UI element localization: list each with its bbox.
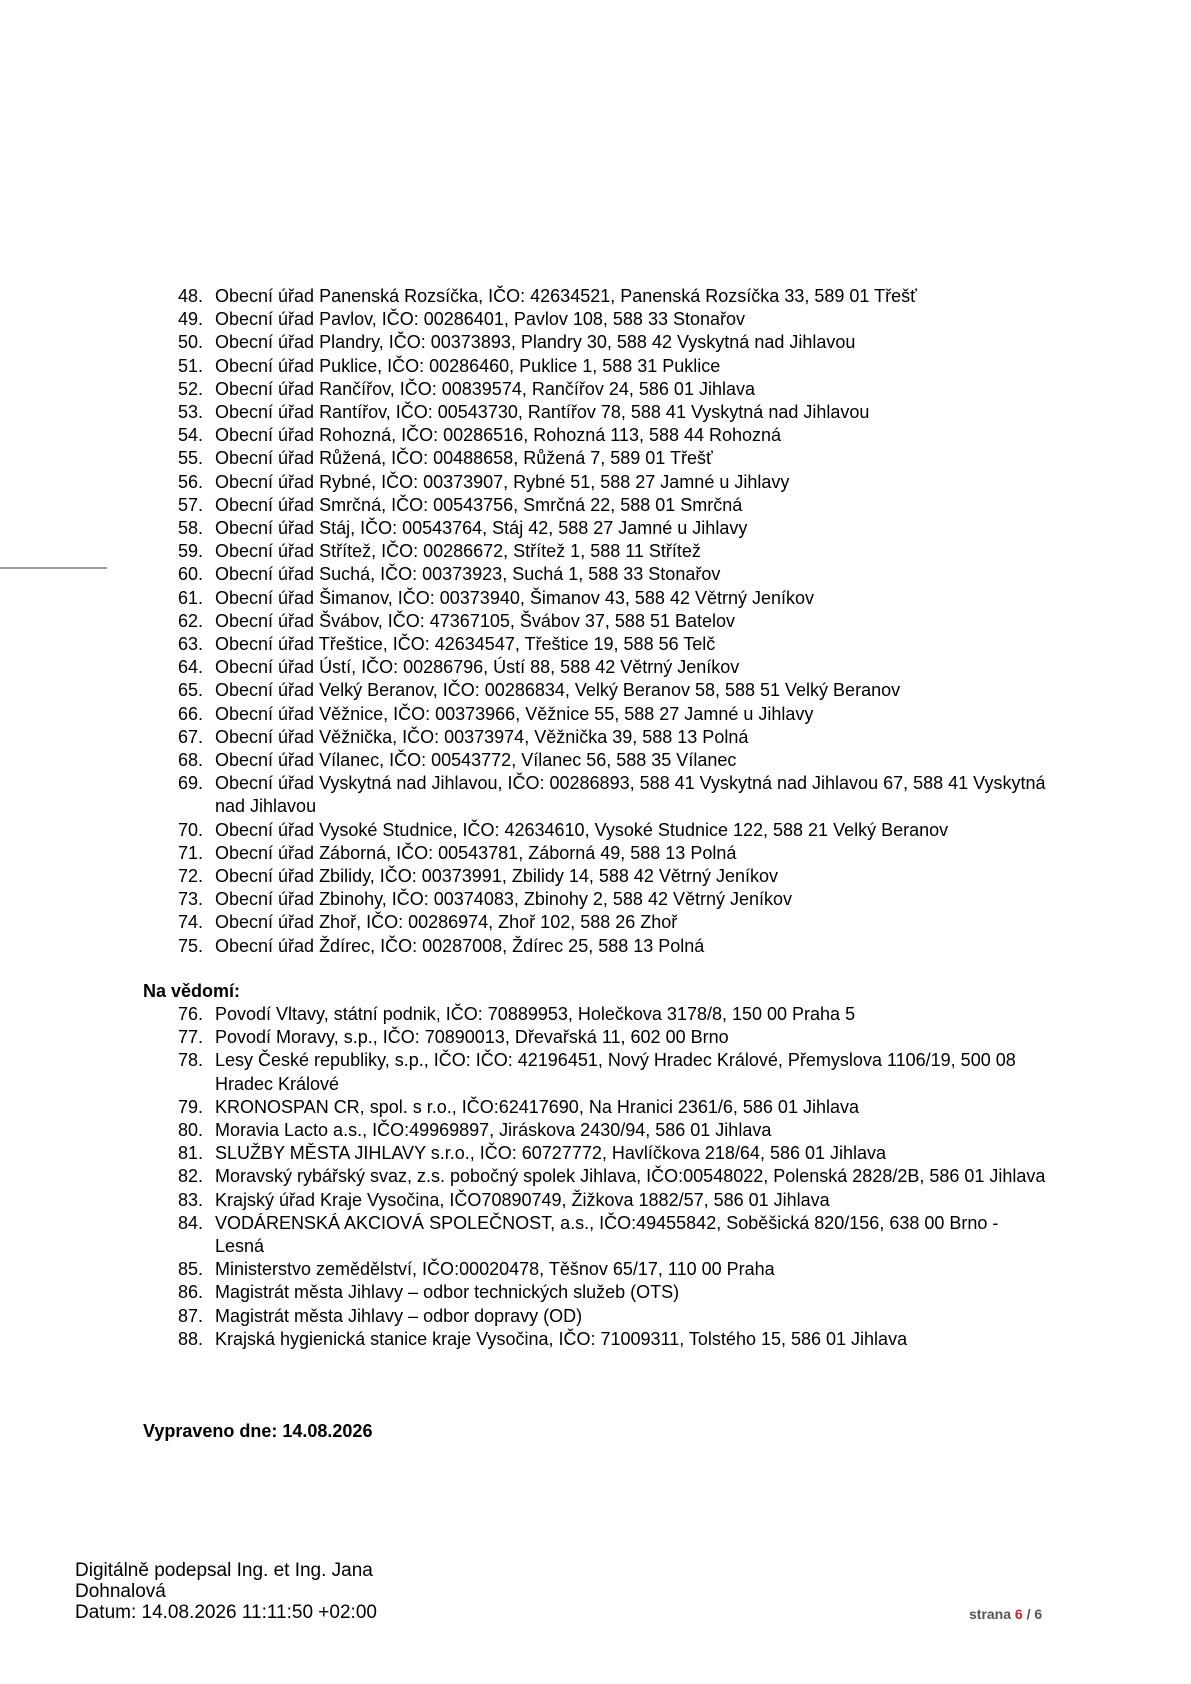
list-item <box>0 865 1047 888</box>
item-text: Lesy České republiky, s.p., IČO: IČO: 42196451, Nový Hradec Králové, Přemyslova 1106/19, 500 08 Hradec Králové <box>215 1050 1016 1094</box>
na-vedomi-heading: Na vědomí: <box>143 981 241 1001</box>
item-number: 51. <box>178 355 204 376</box>
item-text: Obecní úřad Suchá, IČO: 00373923, Suchá 1, 588 33 Stonařov <box>215 564 721 585</box>
list-item <box>0 1281 1047 1304</box>
item-number: 65. <box>178 680 204 701</box>
list-item <box>0 447 1047 470</box>
item-text: Obecní úřad Smrčná, IČO: 00543756, Smrčná 22, 588 01 Smrčná <box>215 494 743 515</box>
list-item <box>0 331 1047 354</box>
item-text: Obecní úřad Věžnička, IČO: 00373974, Věžnička 39, 588 13 Polná <box>215 726 749 747</box>
item-text: Obecní úřad Ždírec, IČO: 00287008, Ždírec 25, 588 13 Polná <box>215 935 705 956</box>
item-text: Obecní úřad Šimanov, IČO: 00373940, Šimanov 43, 588 42 Větrný Jeníkov <box>215 587 815 608</box>
item-number: 80. <box>178 1120 204 1141</box>
item-number: 48. <box>178 286 204 306</box>
list-item <box>0 471 1047 494</box>
item-number: 77. <box>178 1027 204 1048</box>
list-item <box>0 494 1047 517</box>
list-item <box>0 1142 1047 1165</box>
list-item <box>0 517 1047 540</box>
item-text: Krajská hygienická stanice kraje Vysočina, IČO: 71009311, Tolstého 15, 586 01 Jihlava <box>215 1328 908 1349</box>
item-number: 78. <box>178 1050 204 1071</box>
item-text: Obecní úřad Třeštice, IČO: 42634547, Třeštice 19, 588 56 Telč <box>215 634 716 655</box>
item-text: Obecní úřad Růžená, IČO: 00488658, Růžená 7, 589 01 Třešť <box>215 448 713 469</box>
item-number: 66. <box>178 703 204 724</box>
item-text: Obecní úřad Rantířov, IČO: 00543730, Rantířov 78, 588 41 Vyskytná nad Jihlavou <box>215 402 870 423</box>
item-number: 49. <box>178 309 204 330</box>
item-text: Obecní úřad Velký Beranov, IČO: 00286834, Velký Beranov 58, 588 51 Velký Beranov <box>215 680 901 701</box>
list-item <box>0 1258 1047 1281</box>
item-text: Obecní úřad Střítež, IČO: 00286672, Střítež 1, 588 11 Střítež <box>215 541 701 562</box>
item-number: 83. <box>178 1189 204 1210</box>
list-item <box>0 1049 1047 1095</box>
page-total: 6 <box>1034 1606 1043 1622</box>
item-number: 68. <box>178 750 204 771</box>
list-item <box>0 540 1047 563</box>
item-number: 52. <box>178 378 204 399</box>
list-item <box>0 935 1047 958</box>
list-item <box>0 355 1047 378</box>
list-item <box>0 888 1047 911</box>
item-number: 63. <box>178 634 204 655</box>
item-number: 58. <box>178 518 204 539</box>
item-number: 74. <box>178 912 204 933</box>
list-item <box>0 726 1047 749</box>
list-item <box>0 679 1047 702</box>
item-text: Obecní úřad Záborná, IČO: 00543781, Záborná 49, 588 13 Polná <box>215 842 737 863</box>
list-item <box>0 842 1047 865</box>
list-item <box>0 308 1047 331</box>
item-text: Obecní úřad Věžnice, IČO: 00373966, Věžnice 55, 588 27 Jamné u Jihlavy <box>215 703 814 724</box>
item-text: Krajský úřad Kraje Vysočina, IČO70890749, Žižkova 1882/57, 586 01 Jihlava <box>215 1189 830 1210</box>
list-item <box>0 378 1047 401</box>
item-number: 87. <box>178 1305 204 1326</box>
item-text: Obecní úřad Vyskytná nad Jihlavou, IČO: 00286893, 588 41 Vyskytná nad Jihlavou 67, 588 41 Vyskytná nad Jihlavou <box>215 773 1046 817</box>
item-number: 53. <box>178 402 204 423</box>
item-number: 84. <box>178 1212 204 1233</box>
list-item <box>0 633 1047 656</box>
item-number: 70. <box>178 819 204 840</box>
item-text: KRONOSPAN CR, spol. s r.o., IČO:62417690, Na Hranici 2361/6, 586 01 Jihlava <box>215 1096 859 1117</box>
list-item <box>0 610 1047 633</box>
item-text: Obecní úřad Puklice, IČO: 00286460, Puklice 1, 588 31 Puklice <box>215 355 721 376</box>
item-text: Povodí Vltavy, státní podnik, IČO: 70889953, Holečkova 3178/8, 150 00 Praha 5 <box>215 1004 856 1024</box>
item-number: 54. <box>178 425 204 446</box>
list-item <box>0 1165 1047 1188</box>
item-number: 61. <box>178 587 204 608</box>
item-text: Magistrát města Jihlavy – odbor technických služeb (OTS) <box>215 1282 680 1303</box>
list-item <box>0 656 1047 679</box>
item-number: 55. <box>178 448 204 469</box>
page-separator: / <box>1026 1606 1031 1622</box>
dispatch-date: Vypraveno dne: 14.08.2026 <box>143 1421 373 1441</box>
list-item <box>0 563 1047 586</box>
item-text: Obecní úřad Rančířov, IČO: 00839574, Rančířov 24, 586 01 Jihlava <box>215 378 755 399</box>
item-text: Povodí Moravy, s.p., IČO: 70890013, Dřevařská 11, 602 00 Brno <box>215 1027 729 1048</box>
item-text: Obecní úřad Zbinohy, IČO: 00374083, Zbinohy 2, 588 42 Větrný Jeníkov <box>215 889 793 910</box>
item-number: 67. <box>178 726 204 747</box>
list-item <box>0 1189 1047 1212</box>
list-item <box>0 1003 1047 1026</box>
item-number: 50. <box>178 332 204 353</box>
item-number: 73. <box>178 889 204 910</box>
item-text: Obecní úřad Plandry, IČO: 00373893, Plandry 30, 588 42 Vyskytná nad Jihlavou <box>215 332 856 353</box>
item-number: 56. <box>178 471 204 492</box>
item-number: 57. <box>178 494 204 515</box>
item-number: 69. <box>178 773 204 794</box>
list-item <box>0 1119 1047 1142</box>
page-label: strana <box>969 1606 1012 1622</box>
list-item <box>0 1305 1047 1328</box>
item-number: 86. <box>178 1282 204 1303</box>
item-text: VODÁRENSKÁ AKCIOVÁ SPOLEČNOST, a.s., IČO:49455842, Soběšická 820/156, 638 00 Brno - Lesná <box>215 1212 999 1257</box>
item-text: Obecní úřad Panenská Rozsíčka, IČO: 42634521, Panenská Rozsíčka 33, 589 01 Třešť <box>215 286 917 306</box>
list-item <box>0 1328 1047 1351</box>
item-text: Obecní úřad Zbilidy, IČO: 00373991, Zbilidy 14, 588 42 Větrný Jeníkov <box>215 866 778 887</box>
item-text: Obecní úřad Vílanec, IČO: 00543772, Vílanec 56, 588 35 Vílanec <box>215 750 737 771</box>
item-number: 64. <box>178 657 204 678</box>
list-item <box>0 703 1047 726</box>
item-number: 81. <box>178 1143 204 1164</box>
item-text: Magistrát města Jihlavy – odbor dopravy (OD) <box>215 1305 583 1326</box>
item-number: 85. <box>178 1259 204 1280</box>
list-item <box>0 819 1047 842</box>
item-text: Obecní úřad Zhoř, IČO: 00286974, Zhoř 102, 588 26 Zhoř <box>215 912 678 933</box>
item-number: 60. <box>178 564 204 585</box>
item-text: Moravia Lacto a.s., IČO:49969897, Jiráskova 2430/94, 586 01 Jihlava <box>215 1120 772 1141</box>
item-number: 62. <box>178 610 204 631</box>
item-text: Obecní úřad Stáj, IČO: 00543764, Stáj 42, 588 27 Jamné u Jihlavy <box>215 518 748 539</box>
item-text: Obecní úřad Švábov, IČO: 47367105, Švábov 37, 588 51 Batelov <box>215 610 736 631</box>
item-number: 82. <box>178 1166 204 1187</box>
item-text: Moravský rybářský svaz, z.s. pobočný spolek Jihlava, IČO:00548022, Polenská 2828/2B, 586 01 Jihlava <box>215 1166 1046 1187</box>
list-item <box>0 772 1047 818</box>
signature-date: Datum: 14.08.2026 11:11:50 +02:00 <box>75 1602 377 1623</box>
item-number: 72. <box>178 866 204 887</box>
item-text: Obecní úřad Rohozná, IČO: 00286516, Rohozná 113, 588 44 Rohozná <box>215 425 782 446</box>
addressee-list <box>0 285 1191 958</box>
item-number: 71. <box>178 842 204 863</box>
list-item <box>0 285 1047 308</box>
list-item <box>0 1212 1047 1258</box>
item-number: 79. <box>178 1096 204 1117</box>
item-text: Obecní úřad Pavlov, IČO: 00286401, Pavlov 108, 588 33 Stonařov <box>215 309 746 330</box>
page-number <box>969 1605 1042 1623</box>
list-item <box>0 1096 1047 1119</box>
list-item <box>0 587 1047 610</box>
item-number: 88. <box>178 1328 204 1349</box>
item-text: Obecní úřad Vysoké Studnice, IČO: 42634610, Vysoké Studnice 122, 588 21 Velký Beranov <box>215 819 949 840</box>
item-text: Obecní úřad Ústí, IČO: 00286796, Ústí 88, 588 42 Větrný Jeníkov <box>215 657 740 678</box>
list-item <box>0 1026 1047 1049</box>
list-item <box>0 911 1047 934</box>
item-text: Ministerstvo zemědělství, IČO:00020478, Těšnov 65/17, 110 00 Praha <box>215 1259 775 1280</box>
item-text: SLUŽBY MĚSTA JIHLAVY s.r.o., IČO: 60727772, Havlíčkova 218/64, 586 01 Jihlava <box>215 1143 887 1164</box>
item-number: 59. <box>178 541 204 562</box>
item-number: 76. <box>178 1004 204 1024</box>
item-number: 75. <box>178 935 204 956</box>
na-vedomi-list <box>0 1003 1191 1351</box>
list-item <box>0 424 1047 447</box>
digital-signature <box>75 1560 435 1623</box>
signature-signer: Digitálně podepsal Ing. et Ing. Jana Dohnalová <box>75 1560 373 1602</box>
item-text: Obecní úřad Rybné, IČO: 00373907, Rybné 51, 588 27 Jamné u Jihlavy <box>215 471 790 492</box>
list-item <box>0 401 1047 424</box>
page-current: 6 <box>1014 1606 1023 1622</box>
list-item <box>0 749 1047 772</box>
